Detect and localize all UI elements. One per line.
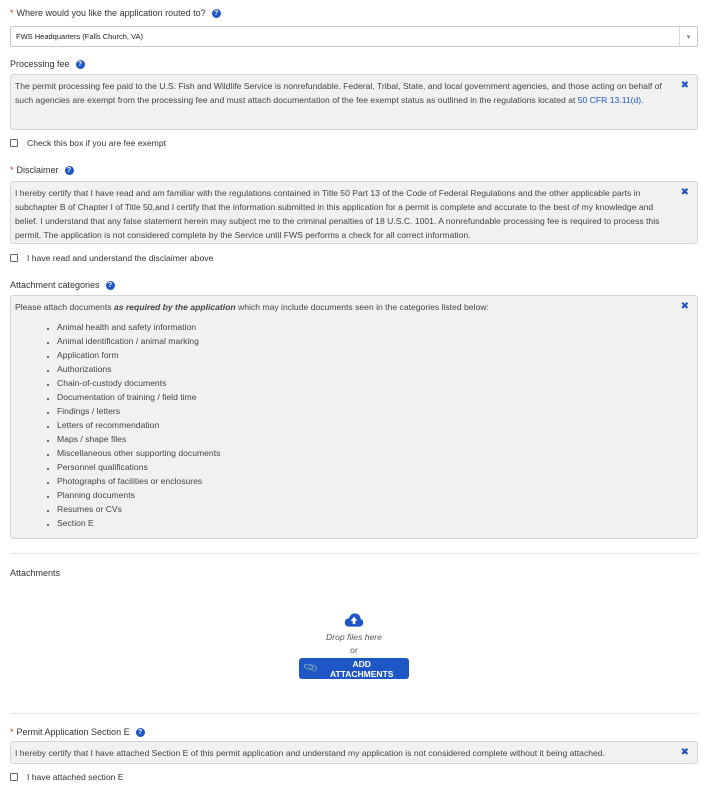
section-e-ack-row — [10, 772, 124, 782]
list-item: • Planning documents — [57, 488, 671, 502]
divider — [10, 553, 698, 554]
fee-exempt-label: Check this box if you are fee exempt — [27, 138, 167, 148]
list-item: • Chain-of-custody documents — [57, 376, 671, 390]
attachment-categories-label-text: Attachment categories — [10, 280, 100, 290]
intro-after: which may include documents seen in the categories listed below: — [235, 302, 489, 312]
attachment-dropzone[interactable] — [294, 612, 414, 679]
list-item: • Personnel qualifications — [57, 460, 671, 474]
help-icon[interactable]: ? — [76, 60, 85, 69]
list-item: • Animal identification / animal marking — [57, 334, 671, 348]
disclaimer-checkbox-label: I have read and understand the disclaimer above — [27, 253, 214, 263]
divider — [10, 713, 698, 714]
help-icon[interactable]: ? — [212, 9, 221, 18]
list-item: • Letters of recommendation — [57, 418, 671, 432]
disclaimer-checkbox[interactable] — [10, 254, 18, 262]
section-e-info — [10, 741, 698, 764]
disclaimer-info — [10, 181, 698, 244]
list-item: • Photographs of facilities or enclosures — [57, 474, 671, 488]
section-e-checkbox-label: I have attached section E — [27, 772, 124, 782]
close-icon[interactable]: ✖ — [680, 80, 689, 91]
chevron-down-icon[interactable]: ▾ — [679, 27, 697, 46]
list-item: • Application form — [57, 348, 671, 362]
attachment-categories-info — [10, 295, 698, 539]
required-marker: * — [10, 8, 14, 18]
routing-label-text: Where would you like the application routed to? — [16, 8, 206, 18]
drop-files-text: Drop files here — [326, 632, 382, 642]
or-text: or — [350, 645, 358, 655]
processing-fee-label-text: Processing fee — [10, 59, 70, 69]
routing-label — [10, 8, 221, 18]
routing-select[interactable] — [10, 26, 698, 47]
required-marker: * — [10, 727, 14, 737]
processing-fee-info — [10, 74, 698, 130]
section-e-label — [10, 727, 145, 737]
fee-exempt-row — [10, 138, 166, 148]
attachment-categories-label — [10, 280, 115, 290]
intro-before: Please attach documents — [15, 302, 114, 312]
add-attachments-button[interactable] — [299, 658, 409, 679]
section-e-checkbox[interactable] — [10, 773, 18, 781]
attachments-label — [10, 568, 60, 578]
section-e-text: I hereby certify that I have attached Section E of this permit application and understand my application is not considered complete without it being attached. — [15, 748, 605, 758]
list-item: • Documentation of training / field time — [57, 390, 671, 404]
close-icon[interactable]: ✖ — [680, 187, 689, 198]
cfr-link[interactable]: 50 CFR 13.11(d). — [577, 95, 644, 105]
close-icon[interactable]: ✖ — [680, 301, 689, 312]
add-attachments-label: ADD ATTACHMENTS — [330, 658, 394, 679]
list-item: • Findings / letters — [57, 404, 671, 418]
attachment-categories-list — [15, 320, 671, 530]
list-item: • Section E — [57, 516, 671, 530]
routing-select-value: FWS Headquarters (Falls Church, VA) — [16, 32, 143, 41]
disclaimer-label-text: Disclaimer — [16, 165, 59, 175]
close-icon[interactable]: ✖ — [680, 747, 689, 758]
required-marker: * — [10, 165, 14, 175]
fee-exempt-checkbox[interactable] — [10, 139, 18, 147]
processing-fee-label — [10, 59, 85, 69]
help-icon[interactable]: ? — [136, 728, 145, 737]
disclaimer-label — [10, 165, 74, 175]
cloud-upload-icon — [344, 612, 364, 628]
list-item: • Maps / shape files — [57, 432, 671, 446]
list-item: • Miscellaneous other supporting documents — [57, 446, 671, 460]
attachments-label-text: Attachments — [10, 568, 61, 578]
help-icon[interactable]: ? — [106, 281, 115, 290]
disclaimer-ack-row — [10, 253, 213, 263]
intro-emphasis: as required by the application — [113, 302, 236, 312]
list-item: • Animal health and safety information — [57, 320, 671, 334]
list-item: • Resumes or CVs — [57, 502, 671, 516]
disclaimer-text: I hereby certify that I have read and am familiar with the regulations contained in Title 50 Part 13 of the Code of Federal Regulations and the other applicable parts in subchapter B of Chapter I of Title 50,and I certify that the information submitted in this application for a permit is complete and accurate to the best of my knowledge and belief. I understand that any false statement herein may subject me to the criminal penalties of 18 U.S.C. 1001. A nonrefundable processing fee is required to process this permit. The application is not considered complete by the Service until FWS performs a check for all correct information. — [15, 188, 660, 240]
attachment-categories-intro — [15, 300, 671, 314]
list-item: • Authorizations — [57, 362, 671, 376]
section-e-label-text: Permit Application Section E — [16, 727, 130, 737]
processing-fee-text: The permit processing fee paid to the U.S. Fish and Wildlife Service is nonrefundable. Federal, Tribal, State, and local government agencies, and those acting on behalf of such agencies are exempt from the processing fee and must attach documentation of the fee exempt status as outlined in the regulations located at — [15, 81, 662, 105]
paperclip-icon: 📎 — [303, 660, 320, 677]
help-icon[interactable]: ? — [65, 166, 74, 175]
